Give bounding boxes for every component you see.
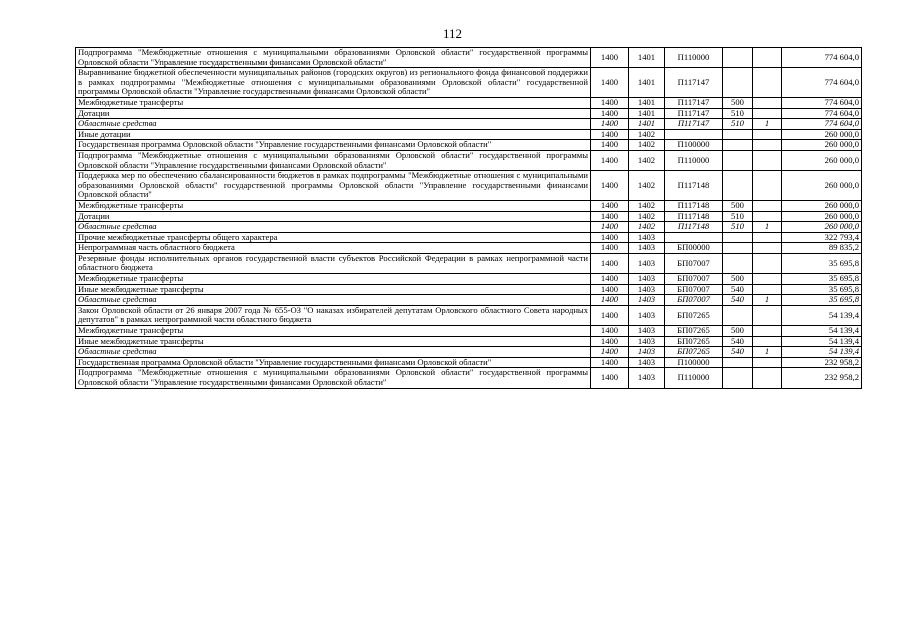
funding-source-code: 1 <box>753 347 782 358</box>
funding-source-code <box>753 97 782 108</box>
amount: 54 139,4 <box>782 347 862 358</box>
row-name: Межбюджетные трансферты <box>76 274 591 285</box>
funding-source-code: 1 <box>753 119 782 130</box>
subsection-code: 1401 <box>629 48 665 68</box>
target-article-code <box>665 232 723 243</box>
amount: 35 695,8 <box>782 253 862 273</box>
subsection-code: 1403 <box>629 357 665 368</box>
row-name: Областные средства <box>76 119 591 130</box>
section-code: 1400 <box>591 200 629 211</box>
target-article-code: П117147 <box>665 68 723 98</box>
amount: 322 793,4 <box>782 232 862 243</box>
table-row <box>76 368 862 388</box>
section-code: 1400 <box>591 150 629 170</box>
amount: 774 604,0 <box>782 48 862 68</box>
section-code: 1400 <box>591 357 629 368</box>
section-code: 1400 <box>591 305 629 325</box>
section-code: 1400 <box>591 243 629 254</box>
subsection-code: 1403 <box>629 326 665 337</box>
amount: 35 695,8 <box>782 284 862 295</box>
funding-source-code <box>753 326 782 337</box>
subsection-code: 1401 <box>629 108 665 119</box>
amount: 260 000,0 <box>782 171 862 201</box>
subsection-code: 1403 <box>629 336 665 347</box>
funding-source-code: 1 <box>753 222 782 233</box>
target-article-code: П100000 <box>665 357 723 368</box>
subsection-code: 1401 <box>629 119 665 130</box>
section-code: 1400 <box>591 253 629 273</box>
subsection-code: 1402 <box>629 140 665 151</box>
table-row <box>76 171 862 201</box>
expense-type-code: 510 <box>723 108 753 119</box>
target-article-code: П117147 <box>665 119 723 130</box>
table-row <box>76 97 862 108</box>
expense-type-code: 540 <box>723 347 753 358</box>
subsection-code: 1402 <box>629 150 665 170</box>
funding-source-code <box>753 140 782 151</box>
target-article-code: П110000 <box>665 150 723 170</box>
table-row <box>76 68 862 98</box>
funding-source-code: 1 <box>753 295 782 306</box>
subsection-code: 1403 <box>629 368 665 388</box>
subsection-code: 1403 <box>629 295 665 306</box>
target-article-code <box>665 129 723 140</box>
expense-type-code <box>723 253 753 273</box>
subsection-code: 1403 <box>629 253 665 273</box>
funding-source-code <box>753 200 782 211</box>
row-name: Межбюджетные трансферты <box>76 97 591 108</box>
expense-type-code: 500 <box>723 274 753 285</box>
row-name: Иные дотации <box>76 129 591 140</box>
amount: 54 139,4 <box>782 305 862 325</box>
target-article-code: БП07007 <box>665 284 723 295</box>
section-code: 1400 <box>591 326 629 337</box>
expense-type-code <box>723 243 753 254</box>
table-row <box>76 253 862 273</box>
expense-type-code <box>723 368 753 388</box>
table-row <box>76 211 862 222</box>
section-code: 1400 <box>591 48 629 68</box>
row-name: Непрограммная часть областного бюджета <box>76 243 591 254</box>
page-number: 112 <box>442 26 463 41</box>
amount: 232 958,2 <box>782 368 862 388</box>
amount: 260 000,0 <box>782 200 862 211</box>
target-article-code: БП07265 <box>665 347 723 358</box>
subsection-code: 1402 <box>629 222 665 233</box>
section-code: 1400 <box>591 232 629 243</box>
funding-source-code <box>753 68 782 98</box>
amount: 35 695,8 <box>782 274 862 285</box>
target-article-code: П117148 <box>665 171 723 201</box>
funding-source-code <box>753 368 782 388</box>
subsection-code: 1402 <box>629 211 665 222</box>
row-name: Межбюджетные трансферты <box>76 326 591 337</box>
expense-type-code <box>723 48 753 68</box>
funding-source-code <box>753 243 782 254</box>
table-row <box>76 140 862 151</box>
funding-source-code <box>753 357 782 368</box>
funding-source-code <box>753 150 782 170</box>
section-code: 1400 <box>591 274 629 285</box>
expense-type-code <box>723 305 753 325</box>
table-row <box>76 232 862 243</box>
expense-type-code: 500 <box>723 97 753 108</box>
expense-type-code: 510 <box>723 222 753 233</box>
row-name: Выравнивание бюджетной обеспеченности муниципальных районов (городских округов) из регионального фонда финансовой поддержки в рамках подпрограммы "Межбюджетные отношения с муниципальными образованиями Орловской области" государственной программы Орловской области "Управление государственными финансами Орловской области" <box>76 68 591 98</box>
section-code: 1400 <box>591 295 629 306</box>
target-article-code: БП07265 <box>665 336 723 347</box>
expense-type-code <box>723 232 753 243</box>
expense-type-code: 500 <box>723 200 753 211</box>
funding-source-code <box>753 305 782 325</box>
section-code: 1400 <box>591 68 629 98</box>
amount: 774 604,0 <box>782 97 862 108</box>
row-name: Областные средства <box>76 222 591 233</box>
subsection-code: 1403 <box>629 305 665 325</box>
expense-type-code: 510 <box>723 119 753 130</box>
subsection-code: 1403 <box>629 232 665 243</box>
funding-source-code <box>753 48 782 68</box>
expense-type-code <box>723 140 753 151</box>
subsection-code: 1401 <box>629 97 665 108</box>
table-row <box>76 222 862 233</box>
section-code: 1400 <box>591 222 629 233</box>
expense-type-code: 540 <box>723 336 753 347</box>
target-article-code: П117147 <box>665 108 723 119</box>
amount: 774 604,0 <box>782 108 862 119</box>
table-row <box>76 108 862 119</box>
amount: 54 139,4 <box>782 326 862 337</box>
row-name: Дотации <box>76 211 591 222</box>
target-article-code: П110000 <box>665 48 723 68</box>
funding-source-code <box>753 171 782 201</box>
subsection-code: 1402 <box>629 129 665 140</box>
table-row <box>76 284 862 295</box>
amount: 232 958,2 <box>782 357 862 368</box>
funding-source-code <box>753 211 782 222</box>
section-code: 1400 <box>591 368 629 388</box>
table-row <box>76 347 862 358</box>
table-row <box>76 48 862 68</box>
row-name: Прочие межбюджетные трансферты общего характера <box>76 232 591 243</box>
amount: 89 835,2 <box>782 243 862 254</box>
target-article-code: БП07007 <box>665 295 723 306</box>
target-article-code: П117147 <box>665 97 723 108</box>
expense-type-code <box>723 129 753 140</box>
funding-source-code <box>753 232 782 243</box>
amount: 35 695,8 <box>782 295 862 306</box>
section-code: 1400 <box>591 284 629 295</box>
section-code: 1400 <box>591 211 629 222</box>
expense-type-code <box>723 171 753 201</box>
subsection-code: 1403 <box>629 274 665 285</box>
expense-type-code: 540 <box>723 284 753 295</box>
subsection-code: 1402 <box>629 171 665 201</box>
row-name: Государственная программа Орловской области "Управление государственными финансами Орловской области" <box>76 357 591 368</box>
row-name: Закон Орловской области от 26 января 2007 года № 655-ОЗ "О наказах избирателей депутатам Орловского областного Совета народных депутатов" в рамках непрограммной части областного бюджета <box>76 305 591 325</box>
section-code: 1400 <box>591 140 629 151</box>
funding-source-code <box>753 108 782 119</box>
table-row <box>76 295 862 306</box>
funding-source-code <box>753 253 782 273</box>
row-name: Межбюджетные трансферты <box>76 200 591 211</box>
amount: 774 604,0 <box>782 68 862 98</box>
section-code: 1400 <box>591 129 629 140</box>
target-article-code: БП07007 <box>665 253 723 273</box>
row-name: Государственная программа Орловской области "Управление государственными финансами Орловской области" <box>76 140 591 151</box>
row-name: Подпрограмма "Межбюджетные отношения с муниципальными образованиями Орловской области" государственной программы Орловской области "Управление государственными финансами Орловской области" <box>76 150 591 170</box>
row-name: Подпрограмма "Межбюджетные отношения с муниципальными образованиями Орловской области" государственной программы Орловской области "Управление государственными финансами Орловской области" <box>76 368 591 388</box>
table-row <box>76 305 862 325</box>
target-article-code: БП07265 <box>665 326 723 337</box>
amount: 260 000,0 <box>782 140 862 151</box>
table-row <box>76 274 862 285</box>
row-name: Иные межбюджетные трансферты <box>76 336 591 347</box>
section-code: 1400 <box>591 171 629 201</box>
amount: 260 000,0 <box>782 222 862 233</box>
funding-source-code <box>753 284 782 295</box>
target-article-code: П117148 <box>665 200 723 211</box>
subsection-code: 1401 <box>629 68 665 98</box>
amount: 260 000,0 <box>782 150 862 170</box>
target-article-code: БП07007 <box>665 274 723 285</box>
table-row <box>76 336 862 347</box>
row-name: Областные средства <box>76 347 591 358</box>
expense-type-code <box>723 150 753 170</box>
section-code: 1400 <box>591 108 629 119</box>
row-name: Поддержка мер по обеспечению сбалансированности бюджетов в рамках подпрограммы "Межбюджетные отношения с муниципальными образованиями Орловской области" государственной программы Орловской области "Управление государственными финансами Орловской области" <box>76 171 591 201</box>
row-name: Резервные фонды исполнительных органов государственной власти субъектов Российской Федерации в рамках непрограммной части областного бюджета <box>76 253 591 273</box>
funding-source-code <box>753 274 782 285</box>
amount: 774 604,0 <box>782 119 862 130</box>
section-code: 1400 <box>591 347 629 358</box>
table-row <box>76 200 862 211</box>
row-name: Иные межбюджетные трансферты <box>76 284 591 295</box>
amount: 260 000,0 <box>782 211 862 222</box>
table-row <box>76 129 862 140</box>
expense-type-code: 500 <box>723 326 753 337</box>
target-article-code: П117148 <box>665 211 723 222</box>
row-name: Областные средства <box>76 295 591 306</box>
section-code: 1400 <box>591 119 629 130</box>
target-article-code: БП00000 <box>665 243 723 254</box>
expense-type-code: 510 <box>723 211 753 222</box>
row-name: Подпрограмма "Межбюджетные отношения с муниципальными образованиями Орловской области" государственной программы Орловской области "Управление государственными финансами Орловской области" <box>76 48 591 68</box>
subsection-code: 1402 <box>629 200 665 211</box>
budget-table <box>75 47 862 389</box>
row-name: Дотации <box>76 108 591 119</box>
amount: 54 139,4 <box>782 336 862 347</box>
expense-type-code <box>723 68 753 98</box>
table-row <box>76 326 862 337</box>
expense-type-code: 540 <box>723 295 753 306</box>
funding-source-code <box>753 129 782 140</box>
table-row <box>76 243 862 254</box>
table-body <box>76 48 862 389</box>
amount: 260 000,0 <box>782 129 862 140</box>
target-article-code: П110000 <box>665 368 723 388</box>
subsection-code: 1403 <box>629 347 665 358</box>
section-code: 1400 <box>591 97 629 108</box>
funding-source-code <box>753 336 782 347</box>
target-article-code: П117148 <box>665 222 723 233</box>
subsection-code: 1403 <box>629 284 665 295</box>
target-article-code: БП07265 <box>665 305 723 325</box>
table-row <box>76 150 862 170</box>
expense-type-code <box>723 357 753 368</box>
table-row <box>76 357 862 368</box>
section-code: 1400 <box>591 336 629 347</box>
subsection-code: 1403 <box>629 243 665 254</box>
target-article-code: П100000 <box>665 140 723 151</box>
table-row <box>76 119 862 130</box>
